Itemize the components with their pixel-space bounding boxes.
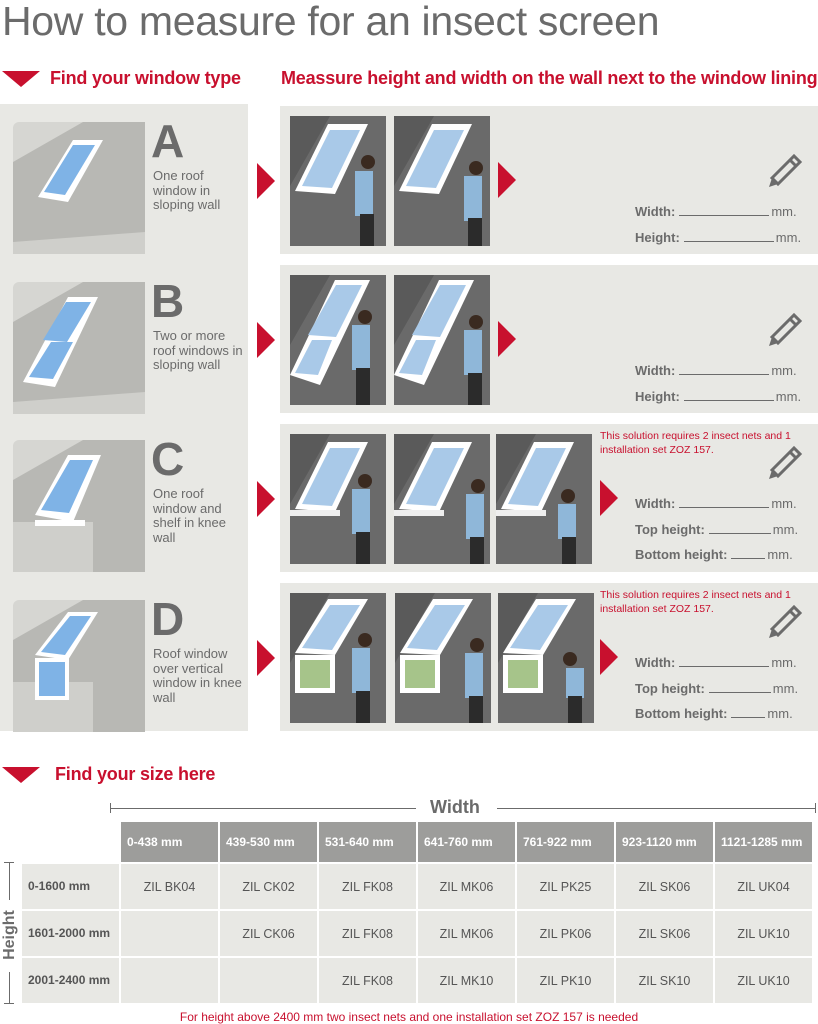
measure-photo <box>394 116 490 246</box>
unit-label: mm. <box>775 389 802 404</box>
table-cell: ZIL MK06 <box>418 864 515 909</box>
arrow-right-icon <box>498 162 516 198</box>
window-type-c[interactable] <box>0 430 248 590</box>
measure-panel-d <box>280 583 818 731</box>
table-cell: ZIL MK06 <box>418 911 515 956</box>
measure-photo <box>290 275 386 405</box>
column-header: 641-760 mm <box>418 822 515 862</box>
height-axis <box>0 862 20 1004</box>
measure-photo <box>394 275 490 405</box>
pencil-icon <box>766 148 806 188</box>
unit-label: mm. <box>772 681 799 696</box>
arrow-right-icon <box>498 321 516 357</box>
arrow-right-icon <box>257 640 275 676</box>
table-row <box>22 864 812 909</box>
window-type-b[interactable] <box>0 272 248 432</box>
table-cell: ZIL PK10 <box>517 958 614 1003</box>
column-header: 0-438 mm <box>121 822 218 862</box>
window-type-description: Roof window over vertical window in knee wall <box>153 646 242 705</box>
height-axis-label: Height <box>1 910 18 960</box>
table-cell <box>121 958 218 1003</box>
table-cell: ZIL SK06 <box>616 911 713 956</box>
unit-label: mm. <box>767 547 793 562</box>
measure-panel-b <box>280 265 818 413</box>
window-type-description: Two or more roof windows in sloping wall <box>153 328 243 372</box>
table-cell: ZIL BK04 <box>121 864 218 909</box>
column-header: 923-1120 mm <box>616 822 713 862</box>
table-cell: ZIL PK25 <box>517 864 614 909</box>
window-type-b-icon <box>13 282 145 414</box>
table-cell: ZIL FK08 <box>319 864 416 909</box>
height-field[interactable] <box>635 389 801 404</box>
arrow-right-icon <box>600 480 618 516</box>
bottom-height-label: Bottom height: <box>635 706 728 721</box>
measure-photo <box>290 593 386 723</box>
pencil-icon <box>766 307 806 347</box>
find-type-heading: Find your window type <box>50 68 241 88</box>
requirement-note: This solution requires 2 insect nets and 1 installation set ZOZ 157. <box>600 589 791 615</box>
window-type-d-icon <box>13 600 145 732</box>
pencil-icon <box>766 599 806 639</box>
table-cell <box>121 911 218 956</box>
window-type-a[interactable] <box>0 112 248 272</box>
table-cell: ZIL UK04 <box>715 864 812 909</box>
unit-label: mm. <box>775 230 802 245</box>
width-field[interactable] <box>635 363 797 378</box>
width-axis <box>110 799 816 819</box>
top-height-label: Top height: <box>635 681 705 696</box>
arrow-right-icon <box>257 163 275 199</box>
window-type-d[interactable] <box>0 590 248 750</box>
width-label: Width: <box>635 204 676 219</box>
table-cell: ZIL CK06 <box>220 911 317 956</box>
top-height-label: Top height: <box>635 522 705 537</box>
arrow-right-icon <box>600 639 618 675</box>
page-title: How to measure for an insect screen <box>2 0 660 44</box>
window-type-letter: A <box>151 115 185 167</box>
window-type-c-icon <box>13 440 145 572</box>
table-cell: ZIL SK06 <box>616 864 713 909</box>
section-marker-icon <box>2 71 40 87</box>
column-header: 761-922 mm <box>517 822 614 862</box>
width-label: Width: <box>635 655 676 670</box>
table-row <box>22 958 812 1003</box>
find-size-heading: Find your size here <box>55 764 216 784</box>
height-label: Height: <box>635 230 680 245</box>
measure-photo <box>394 434 490 564</box>
top-height-field[interactable] <box>635 522 798 537</box>
bottom-height-label: Bottom height: <box>635 547 728 562</box>
unit-label: mm. <box>767 706 793 721</box>
measure-panel-a <box>280 106 818 254</box>
window-type-letter: D <box>151 593 185 645</box>
height-field[interactable] <box>635 230 801 245</box>
top-height-field[interactable] <box>635 681 798 696</box>
width-label: Width: <box>635 363 676 378</box>
pencil-icon <box>766 440 806 480</box>
row-header: 0-1600 mm <box>22 864 119 909</box>
width-field[interactable] <box>635 496 797 511</box>
requirement-note: This solution requires 2 insect nets and 1 installation set ZOZ 157. <box>600 430 791 456</box>
measure-photo <box>290 116 386 246</box>
window-type-description: One roof window in sloping wall <box>153 168 221 212</box>
window-type-letter: C <box>151 433 185 485</box>
measure-photo <box>498 593 594 723</box>
table-cell: ZIL FK08 <box>319 958 416 1003</box>
unit-label: mm. <box>772 522 799 537</box>
unit-label: mm. <box>771 655 797 670</box>
footnote: For height above 2400 mm two insect nets and one installation set ZOZ 157 is needed <box>179 1010 639 1024</box>
table-cell: ZIL SK10 <box>616 958 713 1003</box>
bottom-height-field[interactable] <box>635 706 793 721</box>
width-label: Width: <box>635 496 676 511</box>
unit-label: mm. <box>771 363 797 378</box>
table-cell: ZIL CK02 <box>220 864 317 909</box>
row-header: 2001-2400 mm <box>22 958 119 1003</box>
height-label: Height: <box>635 389 680 404</box>
window-type-description: One roof window and shelf in knee wall <box>153 486 226 545</box>
unit-label: mm. <box>771 204 797 219</box>
window-type-panel <box>0 104 248 731</box>
column-header: 1121-1285 mm <box>715 822 812 862</box>
row-header: 1601-2000 mm <box>22 911 119 956</box>
window-type-letter: B <box>151 275 185 327</box>
column-header: 531-640 mm <box>319 822 416 862</box>
section-marker-icon <box>2 767 40 783</box>
table-row <box>22 911 812 956</box>
measure-panel-c <box>280 424 818 572</box>
table-cell <box>220 958 317 1003</box>
table-cell: ZIL MK10 <box>418 958 515 1003</box>
measure-photo <box>395 593 491 723</box>
unit-label: mm. <box>771 496 797 511</box>
bottom-height-field[interactable] <box>635 547 793 562</box>
measure-photo <box>496 434 592 564</box>
table-cell: ZIL UK10 <box>715 911 812 956</box>
window-type-a-icon <box>13 122 145 254</box>
measure-heading: Meassure height and width on the wall next to the window lining <box>281 68 818 88</box>
width-field[interactable] <box>635 655 797 670</box>
table-cell: ZIL UK10 <box>715 958 812 1003</box>
size-table <box>20 820 814 1005</box>
arrow-right-icon <box>257 322 275 358</box>
width-axis-label: Width <box>430 797 480 817</box>
arrow-right-icon <box>257 481 275 517</box>
table-cell: ZIL PK06 <box>517 911 614 956</box>
table-cell: ZIL FK08 <box>319 911 416 956</box>
column-header: 439-530 mm <box>220 822 317 862</box>
measure-photo <box>290 434 386 564</box>
width-field[interactable] <box>635 204 797 219</box>
